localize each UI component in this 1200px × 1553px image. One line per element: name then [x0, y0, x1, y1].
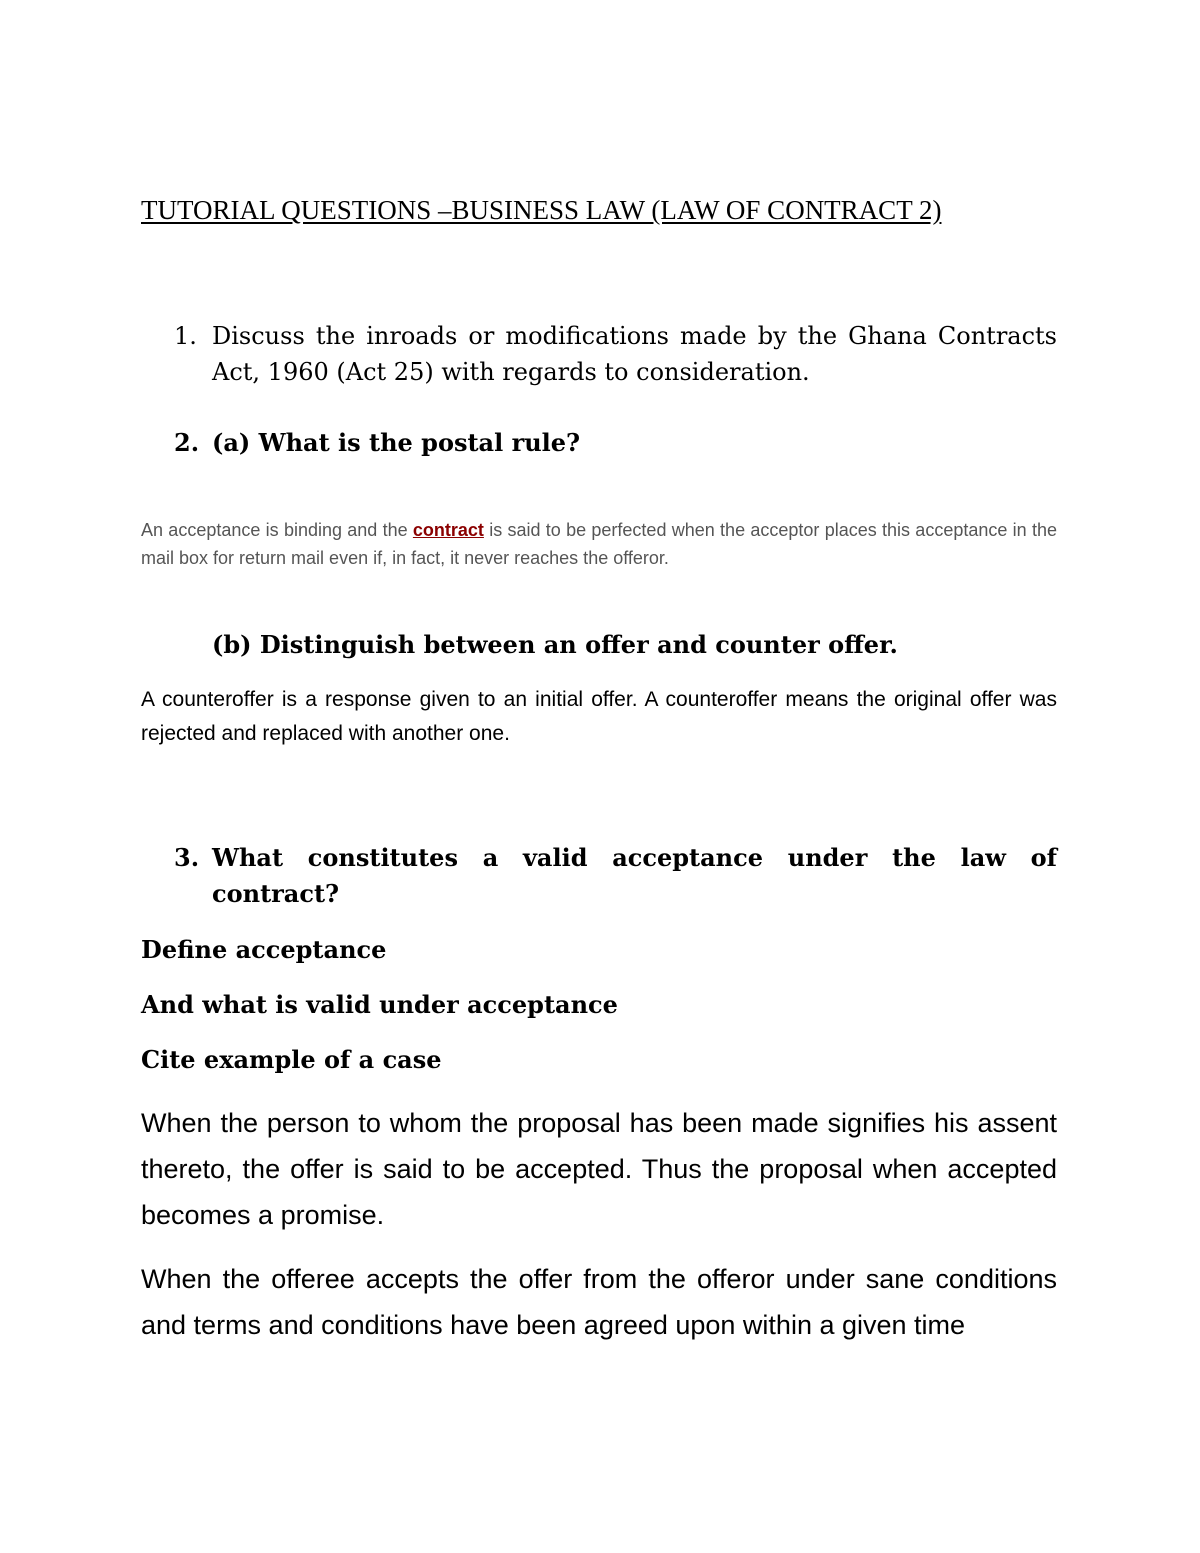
- answer-2b: A counteroffer is a response given to an initial offer. A counteroffer means the original offer was rejected and replaced with another one.: [141, 688, 1057, 745]
- question-3-text: What constitutes a valid acceptance under the law of contract?: [212, 843, 1057, 908]
- document-title: TUTORIAL QUESTIONS –BUSINESS LAW (LAW OF CONTRACT 2): [141, 195, 942, 225]
- question-3-number: 3.: [174, 843, 200, 872]
- question-1-number: 1.: [174, 322, 197, 350]
- question-2b: (b) Distinguish between an offer and counter offer.: [212, 630, 898, 659]
- answer-3-paragraph-2: When the offeree accepts the offer from the offeror under sane conditions and terms and conditions have been agreed upon within a given time: [141, 1264, 1057, 1340]
- subquestion-define-acceptance: Define acceptance: [141, 935, 387, 964]
- question-1-text: Discuss the inroads or modifications made by the Ghana Contracts Act, 1960 (Act 25) with regards to consideration.: [212, 322, 1057, 386]
- question-1: [174, 318, 1057, 390]
- question-2a: [174, 425, 1057, 461]
- subquestion-cite-case: Cite example of a case: [141, 1045, 442, 1074]
- contract-link[interactable]: contract: [412, 520, 484, 540]
- answer-2a-before: An acceptance is binding and the: [141, 520, 413, 540]
- answer-2a: [141, 516, 1057, 572]
- answer-3-paragraph-1: When the person to whom the proposal has been made signifies his assent thereto, the offer is said to be accepted. Thus the proposal when accepted becomes a promise.: [141, 1108, 1057, 1230]
- question-2-number: 2.: [174, 428, 200, 457]
- answer-2a-after: is said to be perfected when the acceptor places this acceptance in the mail box for return mail even if, in fact, it never reaches the offeror.: [141, 520, 1057, 568]
- question-2a-text: (a) What is the postal rule?: [212, 428, 581, 457]
- question-3: [174, 840, 1057, 912]
- subquestion-valid-acceptance: And what is valid under acceptance: [141, 990, 618, 1019]
